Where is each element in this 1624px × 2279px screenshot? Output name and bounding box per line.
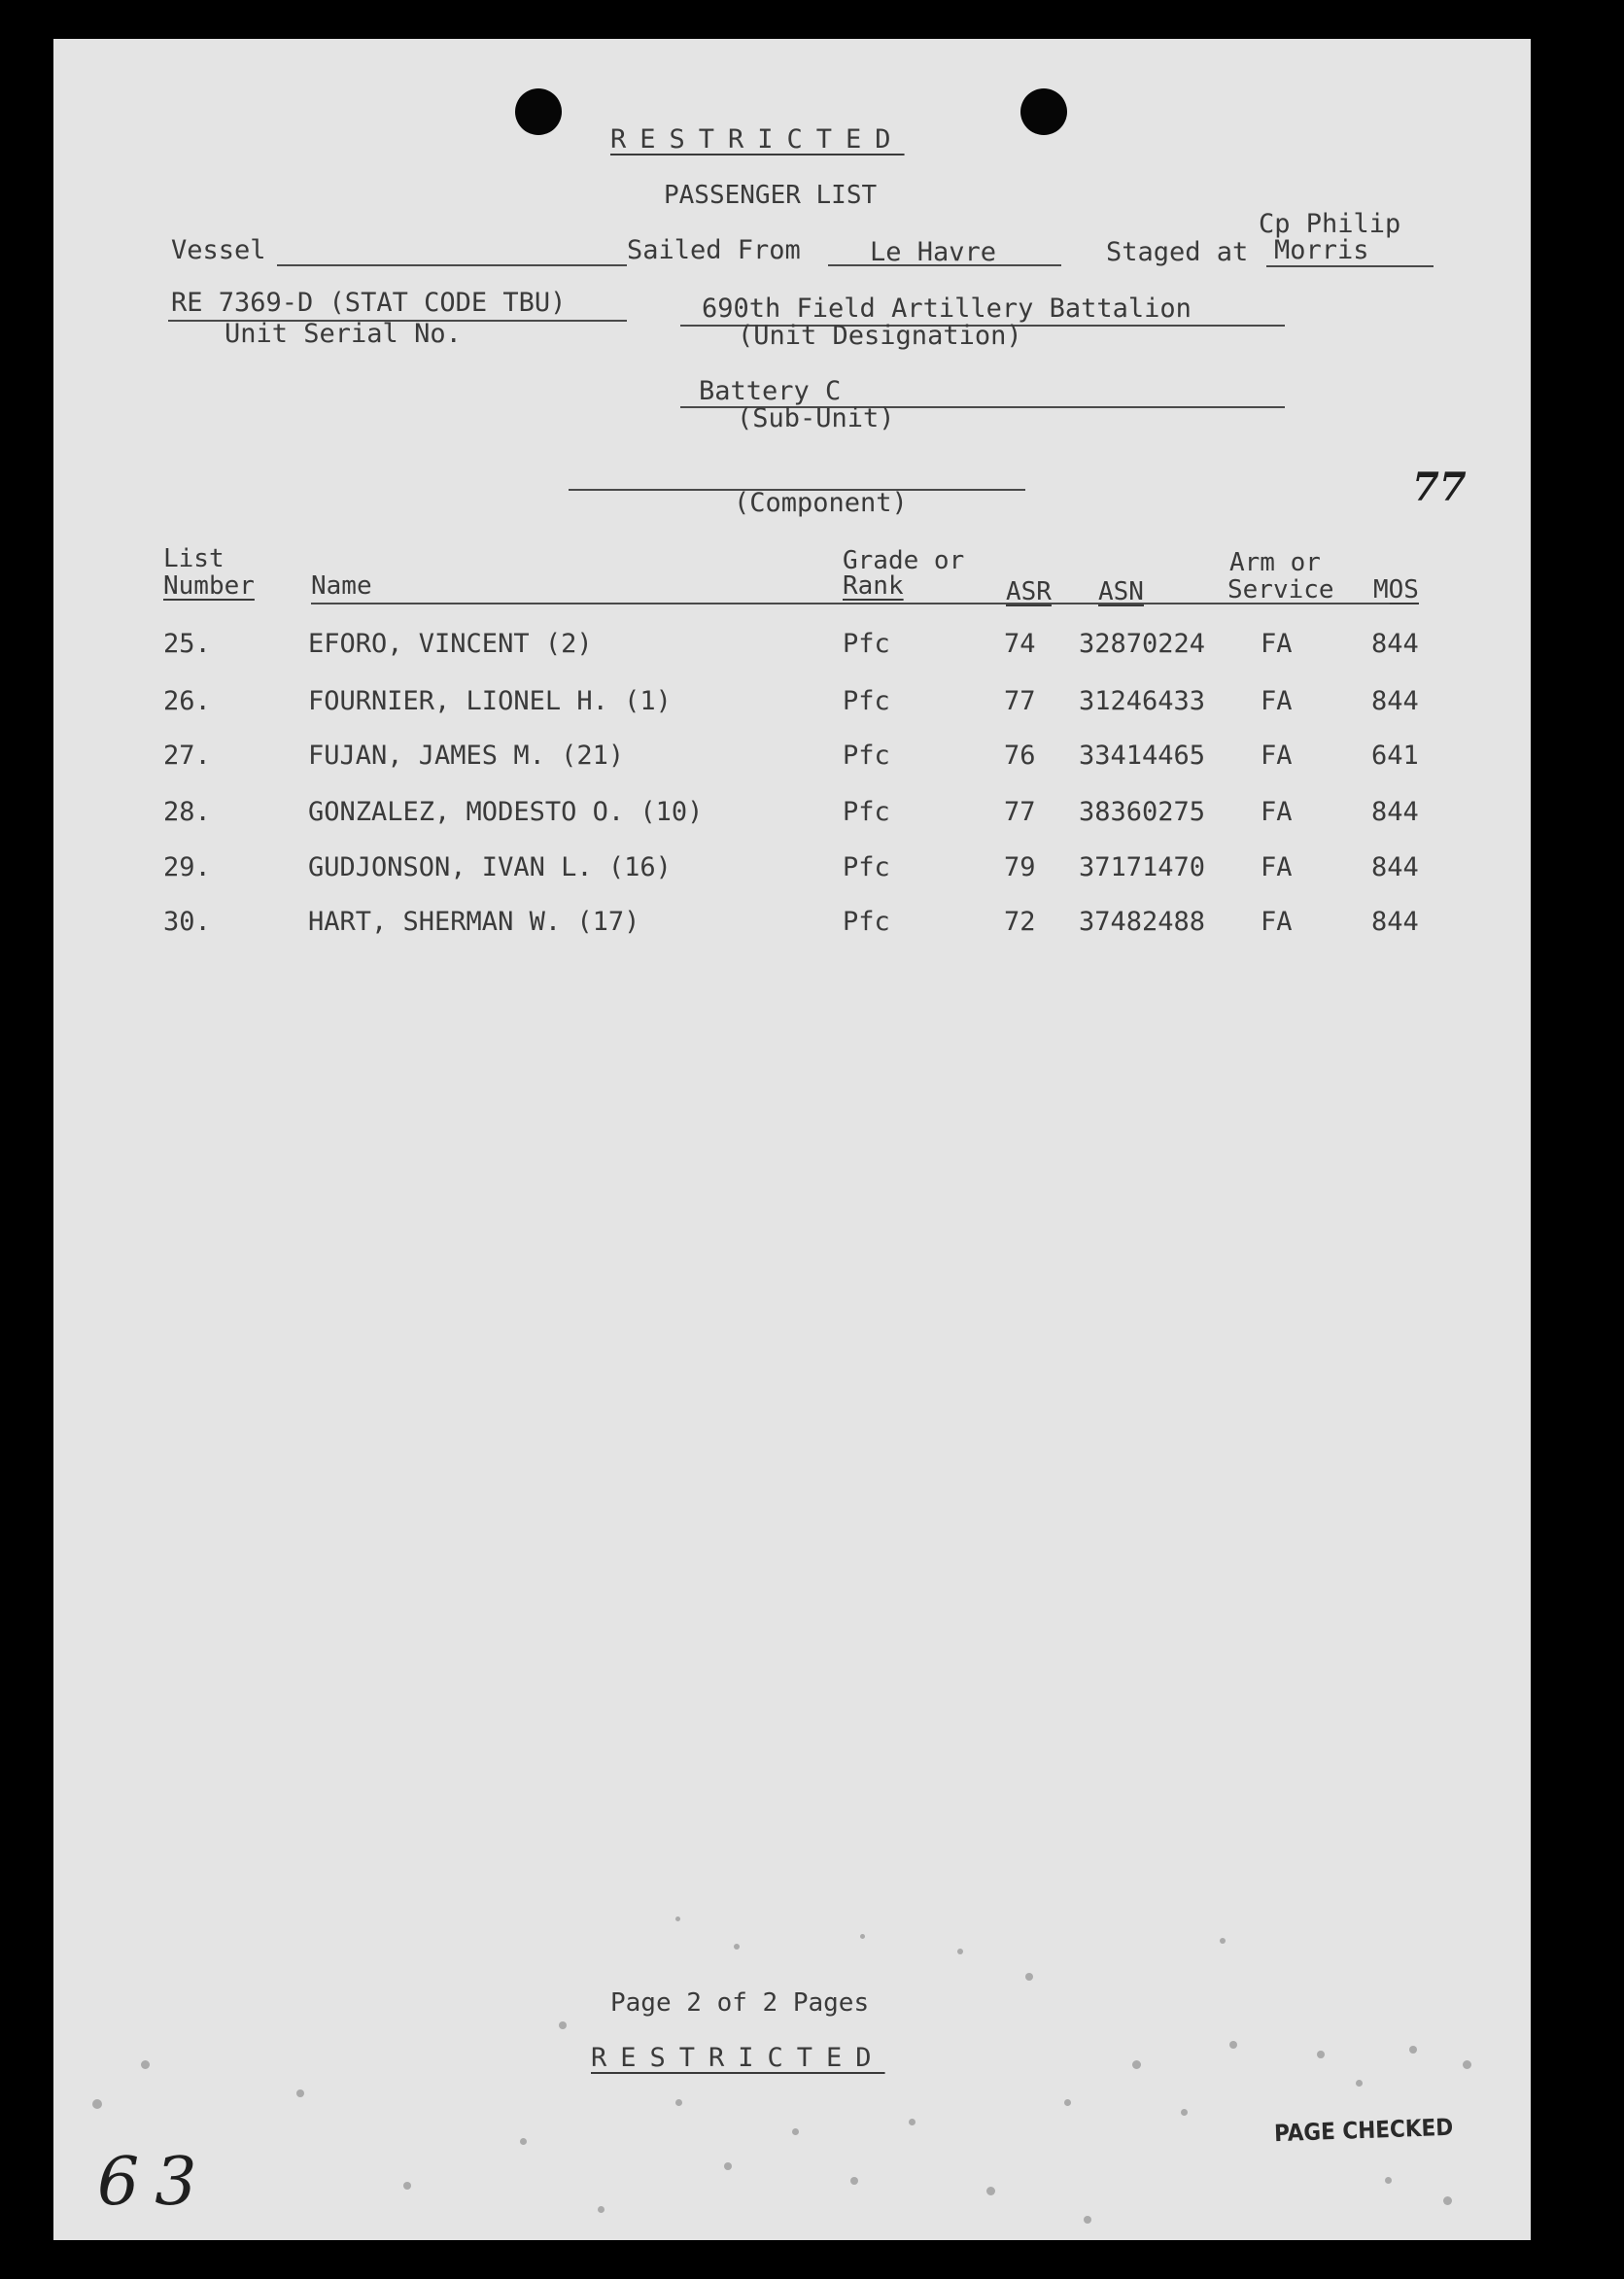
grade: Pfc <box>843 629 890 659</box>
scan-speckle <box>1317 2051 1325 2058</box>
scan-speckle <box>559 2021 567 2029</box>
grade: Pfc <box>843 741 890 771</box>
asn: 31246433 <box>1079 686 1206 716</box>
scan-speckle <box>860 1934 865 1939</box>
scan-speckle <box>1385 2177 1392 2184</box>
asr: 76 <box>1004 741 1036 771</box>
restricted-marking-bottom: RESTRICTED <box>591 2043 885 2073</box>
document-page <box>53 39 1531 2240</box>
staged-at-value-line1: Cp Philip <box>1259 209 1401 239</box>
asn: 37482488 <box>1079 907 1206 937</box>
header-arm-line1: Arm or <box>1229 548 1321 577</box>
scan-speckle <box>520 2138 527 2145</box>
header-grade-line2: Rank <box>843 571 904 601</box>
page-checked-stamp: PAGE CHECKED <box>1273 2113 1454 2148</box>
passenger-name: GONZALEZ, MODESTO O. (10) <box>308 797 704 827</box>
sailed-from-value: Le Havre <box>870 237 997 267</box>
header-list-number-line2: Number <box>163 571 255 601</box>
table-row <box>53 907 1531 946</box>
vessel-field-line <box>277 264 627 266</box>
list-number: 28. <box>163 797 211 827</box>
sub-unit-value: Battery C <box>699 376 842 406</box>
asn: 38360275 <box>1079 797 1206 827</box>
mos: 844 <box>1371 629 1419 659</box>
asr: 79 <box>1004 852 1036 882</box>
table-row <box>53 741 1531 779</box>
scan-speckle <box>403 2182 411 2190</box>
arm-service: FA <box>1261 907 1293 937</box>
asr: 77 <box>1004 797 1036 827</box>
vessel-label: Vessel <box>171 235 266 265</box>
scan-speckle <box>1220 1938 1226 1944</box>
header-list-number-line1: List <box>163 544 225 573</box>
passenger-name: FUJAN, JAMES M. (21) <box>308 741 625 771</box>
scan-speckle <box>1025 1973 1033 1981</box>
grade: Pfc <box>843 797 890 827</box>
sailed-from-label: Sailed From <box>627 235 801 265</box>
list-number: 27. <box>163 741 211 771</box>
header-name: Name <box>311 571 372 601</box>
page-info: Page 2 of 2 Pages <box>610 1988 870 2018</box>
scan-speckle <box>792 2128 799 2135</box>
scan-speckle <box>1443 2196 1452 2205</box>
list-number: 26. <box>163 686 211 716</box>
staged-at-label: Staged at <box>1106 237 1249 267</box>
grade: Pfc <box>843 907 890 937</box>
asn: 32870224 <box>1079 629 1206 659</box>
header-asr: ASR <box>1006 577 1052 606</box>
asr: 72 <box>1004 907 1036 937</box>
punch-hole-right <box>1020 88 1067 135</box>
arm-service: FA <box>1261 741 1293 771</box>
asn: 33414465 <box>1079 741 1206 771</box>
unit-serial-value: RE 7369-D (STAT CODE TBU) <box>171 288 567 318</box>
asr: 74 <box>1004 629 1036 659</box>
mos: 844 <box>1371 686 1419 716</box>
scan-speckle <box>1356 2080 1363 2087</box>
table-row <box>53 797 1531 836</box>
unit-serial-label: Unit Serial No. <box>225 319 462 349</box>
arm-service: FA <box>1261 852 1293 882</box>
grade: Pfc <box>843 686 890 716</box>
arm-service: FA <box>1261 686 1293 716</box>
scan-speckle <box>675 1916 680 1921</box>
scan-speckle <box>598 2206 605 2213</box>
scan-speckle <box>986 2187 995 2195</box>
unit-designation-label: (Unit Designation) <box>738 321 1022 351</box>
header-grade-line1: Grade or <box>843 546 965 575</box>
scan-speckle <box>675 2099 682 2106</box>
scan-speckle <box>957 1949 963 1954</box>
list-number: 29. <box>163 852 211 882</box>
scan-speckle <box>909 2119 916 2125</box>
scan-speckle <box>141 2060 150 2069</box>
scan-speckle <box>1064 2099 1071 2106</box>
scan-speckle <box>92 2099 102 2109</box>
passenger-name: HART, SHERMAN W. (17) <box>308 907 640 937</box>
scan-speckle <box>1229 2041 1237 2049</box>
list-number: 30. <box>163 907 211 937</box>
form-title: PASSENGER LIST <box>664 181 878 210</box>
mos: 641 <box>1371 741 1419 771</box>
mos: 844 <box>1371 852 1419 882</box>
header-arm-line2: Service <box>1227 575 1334 604</box>
header-row-underline <box>875 603 1390 604</box>
staged-at-value-line2: Morris <box>1274 235 1369 265</box>
grade: Pfc <box>843 852 890 882</box>
scan-speckle <box>1409 2046 1417 2054</box>
handwritten-count: 77 <box>1412 465 1467 510</box>
list-number: 25. <box>163 629 211 659</box>
arm-service: FA <box>1261 797 1293 827</box>
scan-speckle <box>724 2162 732 2170</box>
restricted-marking-top: RESTRICTED <box>610 124 905 155</box>
unit-designation-value: 690th Field Artillery Battalion <box>702 294 1192 324</box>
table-row <box>53 686 1531 725</box>
passenger-name: FOURNIER, LIONEL H. (1) <box>308 686 672 716</box>
scan-speckle <box>734 1944 740 1950</box>
mos: 844 <box>1371 907 1419 937</box>
header-name-underline <box>311 603 875 604</box>
header-asn: ASN <box>1098 577 1144 606</box>
scan-speckle <box>296 2089 304 2097</box>
passenger-name: GUDJONSON, IVAN L. (16) <box>308 852 672 882</box>
asn: 37171470 <box>1079 852 1206 882</box>
staged-at-field-line <box>1266 265 1434 267</box>
arm-service: FA <box>1261 629 1293 659</box>
passenger-name: EFORO, VINCENT (2) <box>308 629 593 659</box>
scan-speckle <box>1181 2109 1188 2116</box>
table-row <box>53 852 1531 891</box>
scan-speckle <box>1463 2060 1471 2069</box>
scan-speckle <box>1132 2060 1141 2069</box>
header-mos: MOS <box>1373 575 1419 604</box>
component-label: (Component) <box>734 488 908 518</box>
table-row <box>53 629 1531 668</box>
sub-unit-label: (Sub-Unit) <box>737 403 895 433</box>
mos: 844 <box>1371 797 1419 827</box>
scan-speckle <box>850 2177 858 2185</box>
handwritten-page-number: 63 <box>97 2144 213 2221</box>
scan-speckle <box>1084 2216 1091 2224</box>
punch-hole-left <box>515 88 562 135</box>
asr: 77 <box>1004 686 1036 716</box>
